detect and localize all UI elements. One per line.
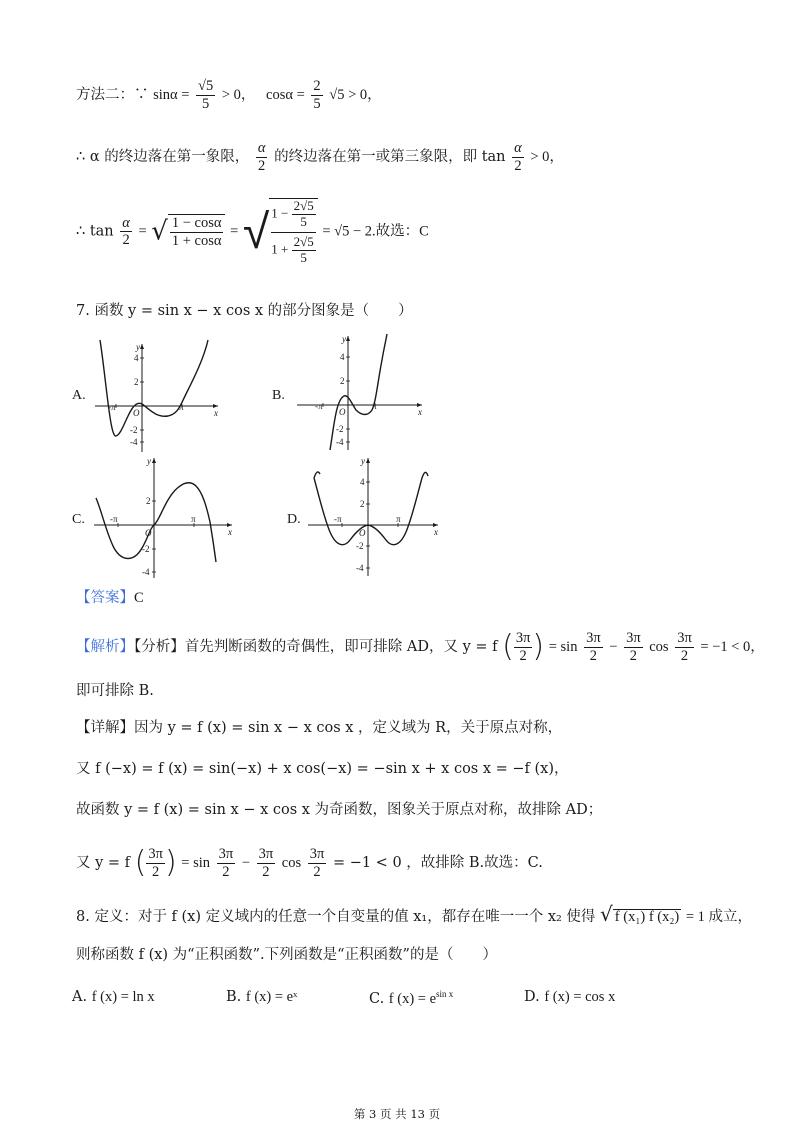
svg-text:O: O xyxy=(359,528,366,538)
svg-text:-2: -2 xyxy=(356,541,364,551)
q8-option-b: B. f (x) = eˣ xyxy=(226,989,298,1005)
answer-value: C xyxy=(134,590,144,606)
quadrant-line: ∴ α 的终边落在第一象限， $\frac{\alpha}{2}$ 的终边落在第一或第三象限，即 tan $\frac{\alpha}{2}$ > 0， xyxy=(76,140,564,174)
method2-line: 方法二：∵ sinα = $\frac{√5}{5}$ > 0， cosα = $\frac{2}{5}$ √5 > 0， xyxy=(76,78,382,112)
svg-text:4: 4 xyxy=(134,353,139,363)
analysis-line-2: 即可排除 B. xyxy=(76,683,154,699)
svg-text:π: π xyxy=(191,514,196,524)
svg-text:2: 2 xyxy=(146,496,151,506)
svg-text:x: x xyxy=(418,407,422,417)
svg-text:O: O xyxy=(145,528,152,538)
graph-option-a xyxy=(90,338,230,456)
q7-stem: 7. 函数 y = sin x − x cos x 的部分图象是（ ） xyxy=(76,303,413,319)
q8-stem-line-2: 则称函数 f (x) 为“正积函数”.下列函数是“正积函数”的是（ ） xyxy=(76,947,497,963)
svg-text:-4: -4 xyxy=(356,563,364,573)
graph-b-y-label: y xyxy=(342,334,346,344)
detail-line-2: 又 f (−x) = f (x) = sin(−x) + x cos(−x) = −sin x + x cos x = −f (x)， xyxy=(76,761,569,777)
q7-option-b-label: B. xyxy=(272,388,285,403)
alpha-half-fraction-2: $\frac{\alpha}{2}$ xyxy=(514,140,522,174)
svg-text:2: 2 xyxy=(360,499,365,509)
tan-fraction: $\frac{\alpha}{2}$ xyxy=(122,214,130,249)
q8-option-d: D. f (x) = cos x xyxy=(524,989,616,1005)
page-footer: 第 3 页 共 13 页 xyxy=(353,1107,441,1121)
cos-fraction: $\frac{2}{5}$ xyxy=(313,78,321,112)
svg-text:-4: -4 xyxy=(336,437,344,447)
svg-text:-2: -2 xyxy=(336,424,344,434)
svg-text:-π: -π xyxy=(315,401,323,411)
q8-stem-line-1: 8. 定义：对于 f (x) 定义域内的任意一个自变量的值 x₁，都存在唯一一个 x₂ 使得 √ f (x₁) f (x₂) = 1 成立， xyxy=(76,902,753,926)
svg-text:O: O xyxy=(339,407,346,417)
detail-line-4: 又 y = f ( $\frac{3\pi}{2}$ ) = sin $\frac{3\pi}{2}$ − $\frac{3\pi}{2}$ cos $\frac{3\pi}{2}$ = −1 < 0 ，故排除 B.故选：C. xyxy=(76,845,543,881)
tan-half-angle-line: ∴ tan $\frac{\alpha}{2}$ = √ $\frac{1 - \cos\alpha}{1 + \cos\alpha}$ = √ 1 − $\frac{2√5}{5}$ 1 + $\frac{2√5}{5}$ = √5 − 2.故选：C xyxy=(76,198,429,265)
graph-option-c xyxy=(92,452,242,580)
graph-a-y-label: y xyxy=(136,342,140,352)
svg-text:π: π xyxy=(396,514,401,524)
sin-fraction: $\frac{√5}{5}$ xyxy=(198,78,214,112)
svg-text:x: x xyxy=(214,408,218,418)
q8-option-a: A. f (x) = ln x xyxy=(72,989,155,1005)
svg-text:-π: -π xyxy=(110,514,118,524)
svg-text:x: x xyxy=(434,527,438,537)
answer-line xyxy=(76,591,144,606)
answer-tag: 【答案】 xyxy=(76,590,134,606)
graph-option-b xyxy=(292,330,432,452)
sqrt-cos-ratio: √ $\frac{1 - \cos\alpha}{1 + \cos\alpha}$ xyxy=(151,214,225,249)
svg-text:-2: -2 xyxy=(142,544,150,554)
svg-text:-π: -π xyxy=(108,402,116,412)
graph-c-y-label: y xyxy=(147,456,151,466)
svg-text:2: 2 xyxy=(340,376,345,386)
alpha-half-fraction: $\frac{\alpha}{2}$ xyxy=(257,140,266,174)
svg-text:-4: -4 xyxy=(130,437,138,447)
svg-text:x: x xyxy=(228,527,232,537)
svg-text:2: 2 xyxy=(134,377,139,387)
svg-text:π: π xyxy=(179,402,184,412)
q7-option-d-label: D. xyxy=(287,512,301,527)
graph-d-y-label: y xyxy=(361,456,365,466)
svg-text:-4: -4 xyxy=(142,567,150,577)
graph-option-d xyxy=(306,452,446,578)
svg-text:-2: -2 xyxy=(130,425,138,435)
analysis-line: 【解析】【分析】首先判断函数的奇偶性，即可排除 AD，又 y = f ( $\frac{3\pi}{2}$ ) = sin $\frac{3\pi}{2}$ − $\frac{3\pi}{2}$ cos $\frac{3\pi}{2}$ = −1 < 0， xyxy=(76,629,765,665)
svg-text:4: 4 xyxy=(340,352,345,362)
detail-line-1: 【详解】因为 y = f (x) = sin x − x cos x ，定义域为 R，关于原点对称， xyxy=(76,720,563,736)
q7-option-c-label: C. xyxy=(72,512,85,527)
svg-text:4: 4 xyxy=(360,477,365,487)
svg-text:π: π xyxy=(372,401,377,411)
svg-text:O: O xyxy=(133,408,140,418)
detail-line-3: 故函数 y = f (x) = sin x − x cos x 为奇函数，图象关于原点对称，故排除 AD； xyxy=(76,802,603,818)
q8-option-c: C. f $(x) = e^{sin x}$ xyxy=(369,989,454,1007)
analysis-tag: 【解析】 xyxy=(76,638,134,655)
svg-text:-π: -π xyxy=(334,514,342,524)
sqrt-big-ratio: √ 1 − $\frac{2√5}{5}$ 1 + $\frac{2√5}{5}$ xyxy=(243,198,318,266)
q7-option-a-label: A. xyxy=(72,388,86,403)
